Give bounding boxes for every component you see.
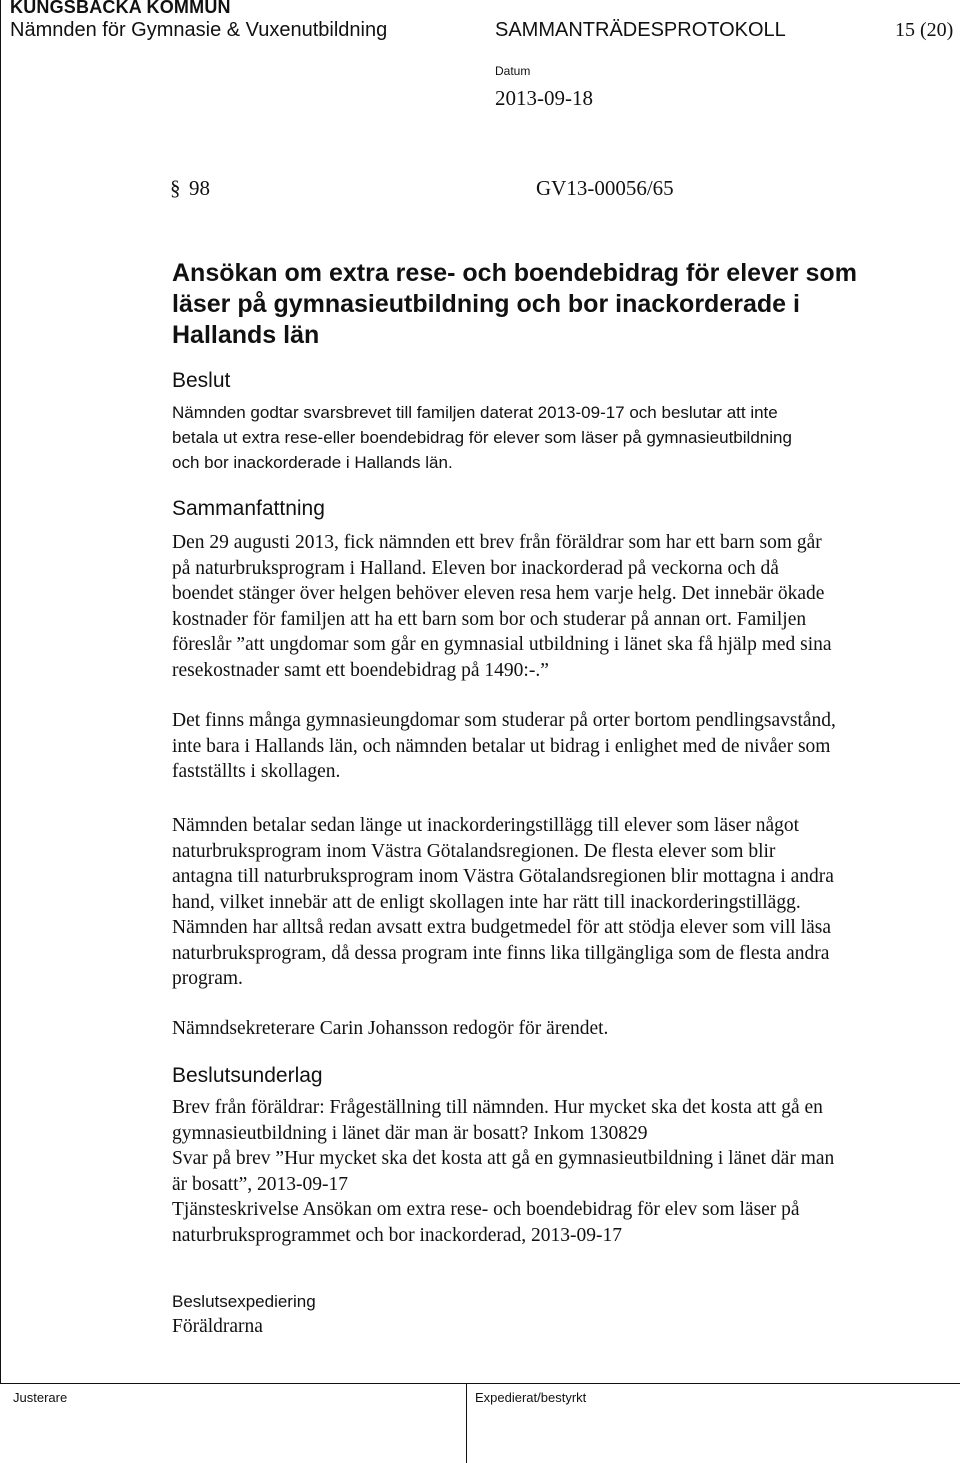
footer-justerare-label: Justerare: [13, 1390, 68, 1405]
text-line: betala ut extra rese-eller boendebidrag för elever som läser på gymnasieutbildning: [172, 428, 792, 447]
text-line: resekostnader samt ett boendebidrag på 1490:-.”: [172, 659, 549, 681]
heading-beslut: Beslut: [172, 369, 231, 392]
committee-name: Nämnden för Gymnasie & Vuxenutbildning: [10, 19, 388, 41]
page-number: 15 (20): [895, 19, 954, 41]
text-line: och bor inackorderade i Hallands län.: [172, 453, 453, 472]
left-margin-line: [0, 0, 1, 1383]
text-line: Nämnden har alltså redan avsatt extra budgetmedel för att stödja elever som vill läsa: [172, 917, 831, 938]
text-line: är bosatt”, 2013-09-17: [172, 1173, 348, 1195]
footer-column-divider: [466, 1383, 467, 1463]
title-line: läser på gymnasieutbildning och bor inackorderade i: [172, 290, 800, 318]
organization-name: KUNGSBACKA KOMMUN: [10, 0, 231, 17]
heading-beslutsunderlag: Beslutsunderlag: [172, 1064, 323, 1087]
text-line: Den 29 augusti 2013, fick nämnden ett brev från föräldrar som har ett barn som går: [172, 532, 822, 553]
title-line: Hallands län: [172, 321, 320, 349]
sammanfattning-paragraph-3: [172, 813, 942, 992]
text-line: naturbruksprogrammet och bor inackorderad, 2013-09-17: [172, 1224, 622, 1246]
expediering-recipient: Föräldrarna: [172, 1316, 263, 1337]
text-line: hand, vilket innebär att de enligt skollagen inte har rätt till inackorderingstillägg.: [172, 891, 801, 913]
text-line: Nämnden godtar svarsbrevet till familjen daterat 2013-09-17 och beslutar att inte: [172, 403, 778, 422]
case-number: GV13-00056/65: [536, 176, 674, 200]
title-line: Ansökan om extra rese- och boendebidrag för elever som: [172, 259, 857, 287]
footer-divider-line: [0, 1383, 960, 1384]
text-line: Tjänsteskrivelse Ansökan om extra rese- och boendebidrag för elev som läser på: [172, 1199, 800, 1220]
document-title: [172, 258, 892, 351]
text-line: Brev från föräldrar: Frågeställning till nämnden. Hur mycket ska det kosta att gå en: [172, 1097, 823, 1118]
text-line: på naturbruksprogram i Halland. Eleven bor inackorderad på veckorna och då: [172, 557, 779, 579]
text-line: föreslår ”att ungdomar som går en gymnasial utbildning i länet ska få hjälp med sina: [172, 634, 832, 655]
text-line: kostnader för familjen att ha ett barn som bor och studerar på annan ort. Familjen: [172, 608, 807, 630]
date-label: Datum: [495, 64, 531, 78]
text-line: naturbruksprogram, då dessa program inte finns lika tillgängliga som de flesta andra: [172, 942, 830, 964]
text-line: Nämndsekreterare Carin Johansson redogör för ärendet.: [172, 1018, 609, 1039]
heading-sammanfattning: Sammanfattning: [172, 497, 325, 520]
beslut-text: [172, 400, 942, 475]
text-line: Nämnden betalar sedan länge ut inackorderingstillägg till elever som läser något: [172, 815, 800, 836]
text-line: Det finns många gymnasieungdomar som studerar på orter bortom pendlingsavstånd,: [172, 710, 836, 731]
text-line: gymnasieutbildning i länet där man är bosatt? Inkom 130829: [172, 1122, 648, 1144]
text-line: inte bara i Hallands län, och nämnden betalar ut bidrag i enlighet med de nivåer som: [172, 735, 831, 757]
text-line: naturbruksprogram inom Västra Götalandsregionen. De flesta elever som blir: [172, 840, 776, 862]
text-line: fastställts i skollagen.: [172, 761, 341, 782]
date-value: 2013-09-18: [495, 86, 593, 110]
sammanfattning-paragraph-2: [172, 708, 942, 785]
sammanfattning-paragraph-4: [172, 1016, 942, 1042]
footer-expedierat-label: Expedierat/bestyrkt: [475, 1390, 587, 1405]
text-line: Svar på brev ”Hur mycket ska det kosta att gå en gymnasieutbildning i länet där man: [172, 1148, 835, 1169]
text-line: program.: [172, 968, 243, 989]
section-number: 98: [189, 176, 210, 200]
document-type: SAMMANTRÄDESPROTOKOLL: [495, 19, 786, 41]
text-line: boendet stänger över helgen behöver eleven resa hem varje helg. Det innebär ökade: [172, 583, 825, 604]
text-line: antagna till naturbruksprogram inom Västra Götalandsregionen blir mottagna i andra: [172, 866, 834, 887]
section-symbol: §: [170, 176, 181, 200]
heading-beslutsexpediering: Beslutsexpediering: [172, 1292, 316, 1311]
beslutsunderlag-list: [172, 1095, 942, 1248]
sammanfattning-paragraph-1: [172, 530, 942, 683]
